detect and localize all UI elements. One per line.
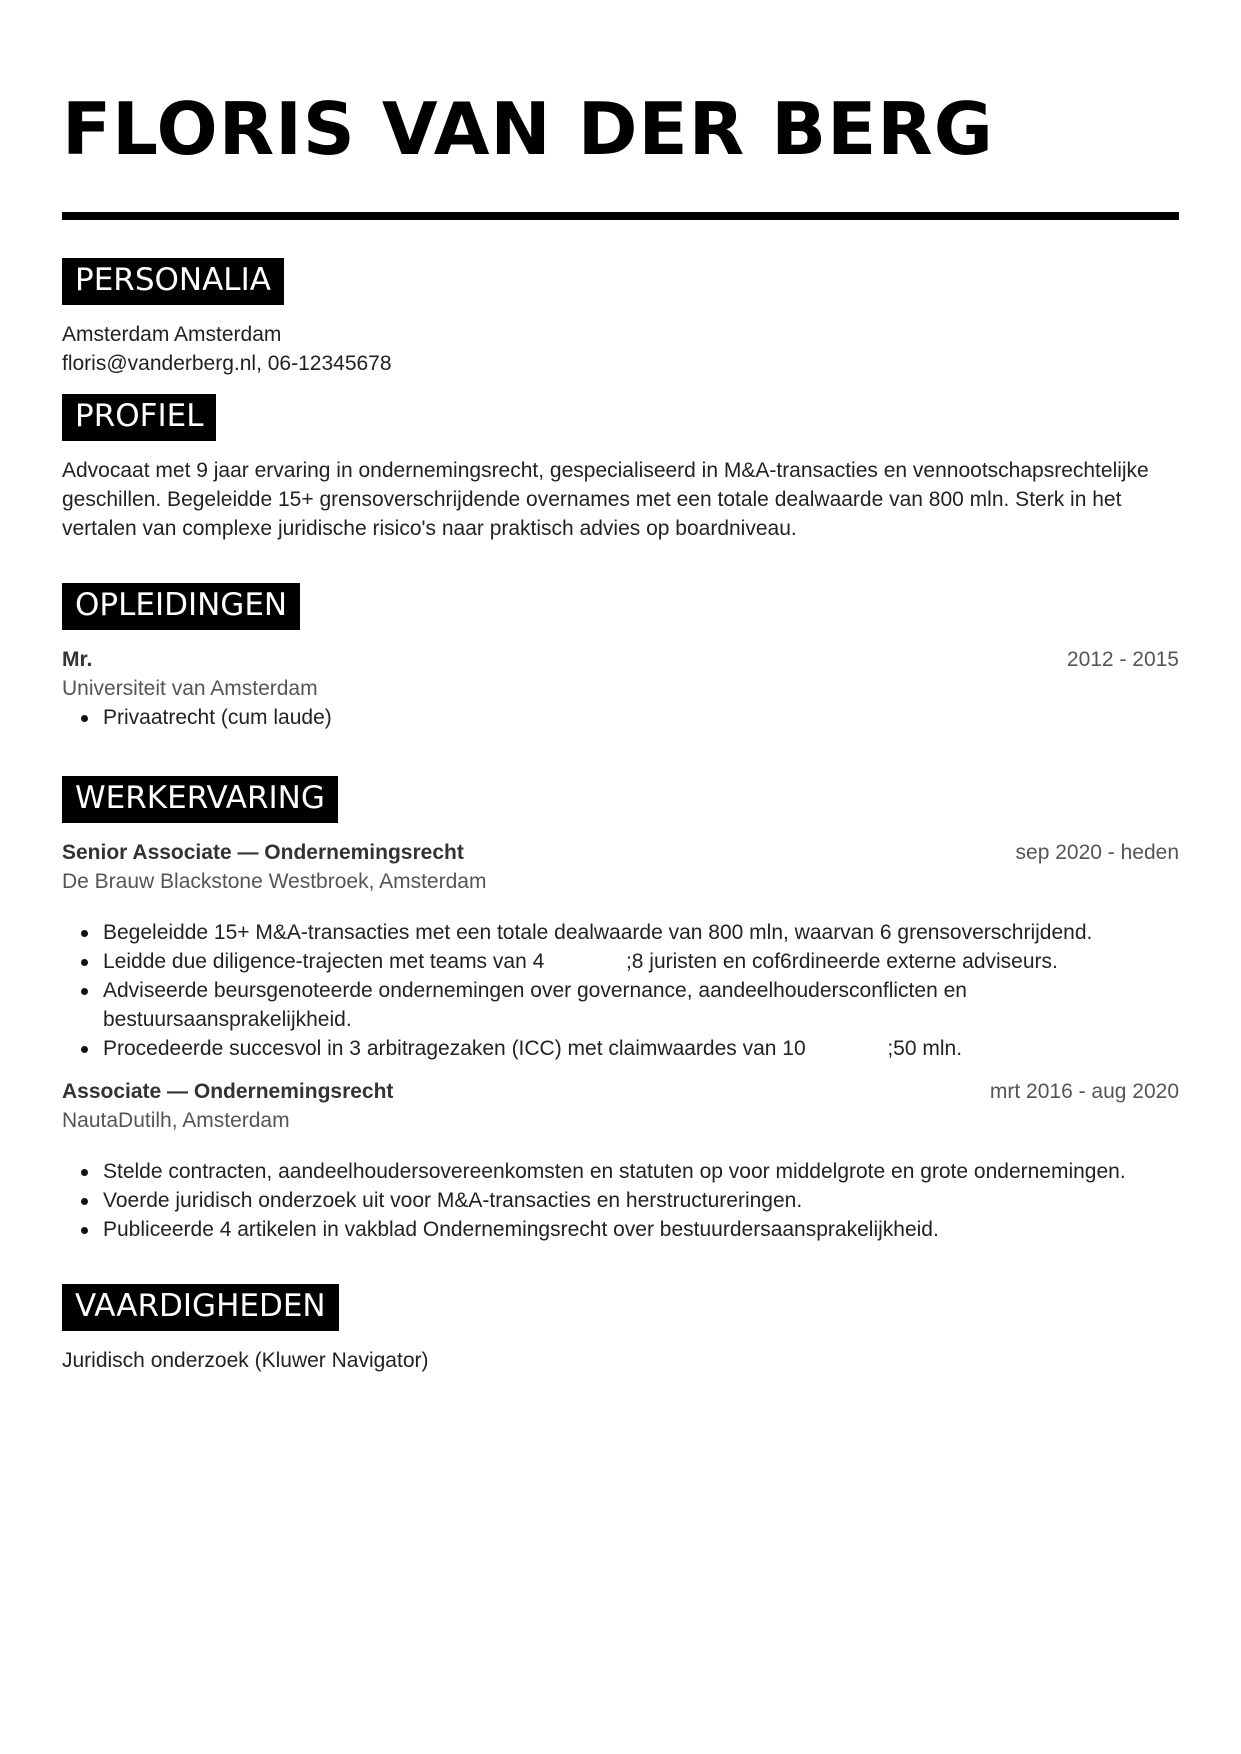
- job-company: NautaDutilh, Amsterdam: [62, 1109, 290, 1133]
- job-bullets: [62, 1157, 1179, 1244]
- candidate-name: FLORIS VAN DER BERG: [62, 87, 994, 171]
- job-entry: [62, 838, 1179, 1063]
- list-item: Stelde contracten, aandeelhoudersovereenkomsten en statuten op voor middelgrote en grote ondernemingen.: [103, 1157, 1179, 1186]
- education-institution: Universiteit van Amsterdam: [62, 677, 318, 701]
- contact-text: floris@vanderberg.nl, 06-12345678: [62, 352, 392, 376]
- list-item: Procedeerde succesvol in 3 arbitragezaken (ICC) met claimwaardes van 10 ;50 mln.: [103, 1034, 1179, 1063]
- job-bullets: [62, 918, 1179, 1063]
- job-period: sep 2020 - heden: [1015, 841, 1179, 865]
- list-item: Privaatrecht (cum laude): [103, 703, 1179, 732]
- skill-item: Juridisch onderzoek (Kluwer Navigator): [62, 1349, 429, 1373]
- list-item: Voerde juridisch onderzoek uit voor M&A-transacties en herstructureringen.: [103, 1186, 1179, 1215]
- opleidingen-section: [62, 583, 1179, 732]
- list-item: Begeleidde 15+ M&A-transacties met een totale dealwaarde van 800 mln, waarvan 6 grensoverschrijdend.: [103, 918, 1179, 947]
- section-heading-werkervaring: WERKERVARING: [62, 776, 338, 823]
- vaardigheden-section: [62, 1284, 1179, 1375]
- education-degree: Mr.: [62, 648, 93, 672]
- job-entry: [62, 1077, 1179, 1244]
- job-title: Associate — Ondernemingsrecht: [62, 1080, 394, 1104]
- job-period: mrt 2016 - aug 2020: [989, 1080, 1179, 1104]
- header-divider: [62, 212, 1179, 220]
- profile-summary: Advocaat met 9 jaar ervaring in ondernemingsrecht, gespecialiseerd in M&A-transacties en vennootschapsrechtelijke geschillen. Begeleidde 15+ grensoverschrijdende overnames met een totale dealwaarde van 800 mln. Sterk in het vertalen van complexe juridische risico's naar praktisch advies op boardniveau.: [62, 459, 1149, 541]
- job-company: De Brauw Blackstone Westbroek, Amsterdam: [62, 870, 487, 894]
- address-text: Amsterdam Amsterdam: [62, 323, 282, 347]
- profiel-section: [62, 394, 1179, 543]
- education-entry: [62, 645, 1179, 732]
- education-bullets: [62, 703, 1179, 732]
- list-item: Leidde due diligence-trajecten met teams van 4 ;8 juristen en cof6rdineerde externe adviseurs.: [103, 947, 1179, 976]
- job-title: Senior Associate — Ondernemingsrecht: [62, 841, 464, 865]
- personalia-section: [62, 258, 1179, 378]
- section-heading-personalia: PERSONALIA: [62, 258, 284, 305]
- section-heading-vaardigheden: VAARDIGHEDEN: [62, 1284, 339, 1331]
- list-item: Adviseerde beursgenoteerde ondernemingen over governance, aandeelhoudersconflicten en bestuursaansprakelijkheid.: [103, 976, 1179, 1034]
- list-item: Publiceerde 4 artikelen in vakblad Ondernemingsrecht over bestuurdersaansprakelijkheid.: [103, 1215, 1179, 1244]
- werkervaring-section: [62, 776, 1179, 1244]
- education-period: 2012 - 2015: [1066, 648, 1179, 672]
- section-heading-profiel: PROFIEL: [62, 394, 216, 441]
- section-heading-opleidingen: OPLEIDINGEN: [62, 583, 300, 630]
